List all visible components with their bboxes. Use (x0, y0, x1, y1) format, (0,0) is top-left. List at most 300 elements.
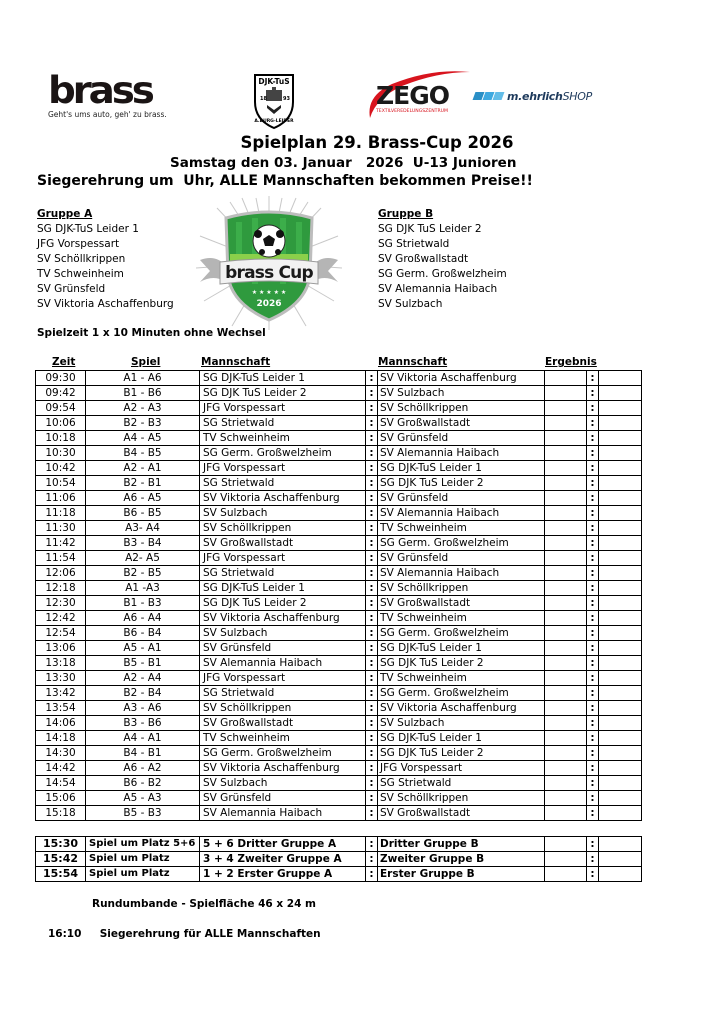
away-team: SV Viktoria Aschaffenburg (378, 701, 545, 716)
result-home-field[interactable] (545, 506, 587, 521)
group-b (378, 207, 507, 312)
ehrlich-shop-logo (474, 88, 592, 104)
table-row (36, 761, 642, 776)
match-code: B3 - B6 (86, 716, 200, 731)
group-b-team: SV Sulzbach (378, 298, 443, 310)
match-time: 15:06 (36, 791, 86, 806)
match-time: 14:30 (36, 746, 86, 761)
match-code: B2 - B3 (86, 416, 200, 431)
game-duration-note: Spielzeit 1 x 10 Minuten ohne Wechsel (37, 327, 266, 339)
result-home-field[interactable] (545, 852, 587, 867)
result-home-field[interactable] (545, 536, 587, 551)
vs-separator: : (366, 791, 378, 806)
result-home-field[interactable] (545, 686, 587, 701)
match-time: 10:30 (36, 446, 86, 461)
match-time: 12:18 (36, 581, 86, 596)
away-team: SG Germ. Großwelzheim (378, 686, 545, 701)
result-home-field[interactable] (545, 746, 587, 761)
table-row (36, 401, 642, 416)
result-separator: : (587, 701, 599, 716)
result-separator: : (587, 476, 599, 491)
table-row (36, 686, 642, 701)
away-team: SV Großwallstadt (378, 806, 545, 821)
vs-separator: : (366, 521, 378, 536)
match-time: 09:30 (36, 371, 86, 386)
home-team: JFG Vorspessart (200, 461, 366, 476)
result-separator: : (587, 566, 599, 581)
match-time: 15:18 (36, 806, 86, 821)
away-team: Dritter Gruppe B (378, 837, 545, 852)
away-team: SG DJK TuS Leider 2 (378, 656, 545, 671)
match-code: B2 - B4 (86, 686, 200, 701)
home-team: SV Grünsfeld (200, 641, 366, 656)
vs-separator: : (366, 626, 378, 641)
result-home-field[interactable] (545, 761, 587, 776)
result-home-field[interactable] (545, 867, 587, 882)
result-separator: : (587, 852, 599, 867)
home-team: SV Sulzbach (200, 776, 366, 791)
group-a-heading: Gruppe A (37, 208, 93, 220)
home-team: SV Großwallstadt (200, 536, 366, 551)
result-separator: : (587, 596, 599, 611)
result-separator: : (587, 626, 599, 641)
vs-separator: : (366, 686, 378, 701)
home-team: SV Sulzbach (200, 626, 366, 641)
group-match-table (35, 370, 642, 821)
result-away-field[interactable] (599, 761, 642, 776)
table-row (36, 867, 642, 882)
match-time: 12:06 (36, 566, 86, 581)
table-row (36, 371, 642, 386)
match-time: 11:54 (36, 551, 86, 566)
vs-separator: : (366, 806, 378, 821)
home-team: SV Großwallstadt (200, 716, 366, 731)
result-separator: : (587, 746, 599, 761)
match-time: 10:06 (36, 416, 86, 431)
result-home-field[interactable] (545, 716, 587, 731)
result-away-field[interactable] (599, 852, 642, 867)
arena-info: Rundumbande - Spielfläche 46 x 24 m (92, 898, 316, 910)
table-row (36, 611, 642, 626)
result-home-field[interactable] (545, 806, 587, 821)
match-code: B1 - B3 (86, 596, 200, 611)
svg-text:93: 93 (283, 96, 290, 102)
home-team: SG Strietwald (200, 566, 366, 581)
home-team: TV Schweinheim (200, 431, 366, 446)
away-team: SG DJK TuS Leider 2 (378, 746, 545, 761)
table-row (36, 656, 642, 671)
group-b-team: SV Alemannia Haibach (378, 283, 498, 295)
group-b-team: SV Großwallstadt (378, 253, 469, 265)
match-code: B6 - B4 (86, 626, 200, 641)
away-team: SG DJK-TuS Leider 1 (378, 641, 545, 656)
result-separator: : (587, 371, 599, 386)
vs-separator: : (366, 476, 378, 491)
match-code: A4 - A1 (86, 731, 200, 746)
svg-text:★ ★ ★ ★ ★: ★ ★ ★ ★ ★ (251, 289, 287, 296)
result-separator: : (587, 686, 599, 701)
result-away-field[interactable] (599, 791, 642, 806)
result-home-field[interactable] (545, 386, 587, 401)
match-time: 15:30 (36, 837, 86, 852)
result-away-field[interactable] (599, 581, 642, 596)
result-separator: : (587, 551, 599, 566)
result-separator: : (587, 731, 599, 746)
page-title: Spielplan 29. Brass-Cup 2026 (240, 133, 514, 152)
match-code: A2- A5 (86, 551, 200, 566)
table-row (36, 716, 642, 731)
away-team: SV Alemannia Haibach (378, 566, 545, 581)
home-team: JFG Vorspessart (200, 401, 366, 416)
group-a (37, 207, 174, 312)
match-time: 13:54 (36, 701, 86, 716)
match-time: 14:42 (36, 761, 86, 776)
result-away-field[interactable] (599, 506, 642, 521)
match-code: A4 - A5 (86, 431, 200, 446)
group-b-team: SG DJK TuS Leider 2 (378, 223, 482, 235)
table-row (36, 776, 642, 791)
table-row (36, 581, 642, 596)
match-code: A3- A4 (86, 521, 200, 536)
table-row (36, 746, 642, 761)
home-team: SG Strietwald (200, 416, 366, 431)
result-separator: : (587, 431, 599, 446)
vs-separator: : (366, 852, 378, 867)
match-code: B6 - B2 (86, 776, 200, 791)
away-team: SV Großwallstadt (378, 596, 545, 611)
group-a-team: SV Grünsfeld (37, 283, 106, 295)
result-away-field[interactable] (599, 746, 642, 761)
table-row (36, 731, 642, 746)
header-zeit: Zeit (52, 356, 76, 368)
match-time: 13:06 (36, 641, 86, 656)
vs-separator: : (366, 431, 378, 446)
table-row (36, 671, 642, 686)
match-code: B3 - B4 (86, 536, 200, 551)
result-separator: : (587, 521, 599, 536)
away-team: SV Viktoria Aschaffenburg (378, 371, 545, 386)
result-away-field[interactable] (599, 536, 642, 551)
result-away-field[interactable] (599, 386, 642, 401)
result-separator: : (587, 611, 599, 626)
match-time: 14:18 (36, 731, 86, 746)
match-time: 11:18 (36, 506, 86, 521)
match-code: A5 - A3 (86, 791, 200, 806)
match-time: 10:42 (36, 461, 86, 476)
home-team: SG DJK-TuS Leider 1 (200, 581, 366, 596)
table-row (36, 446, 642, 461)
home-team: TV Schweinheim (200, 731, 366, 746)
away-team: TV Schweinheim (378, 611, 545, 626)
result-away-field[interactable] (599, 491, 642, 506)
away-team: SG Germ. Großwelzheim (378, 626, 545, 641)
result-away-field[interactable] (599, 686, 642, 701)
match-code: A5 - A1 (86, 641, 200, 656)
result-home-field[interactable] (545, 446, 587, 461)
result-away-field[interactable] (599, 446, 642, 461)
away-team: Erster Gruppe B (378, 867, 545, 882)
away-team: SV Grünsfeld (378, 551, 545, 566)
result-separator: : (587, 641, 599, 656)
result-home-field[interactable] (545, 551, 587, 566)
svg-text:ZEGO: ZEGO (376, 81, 449, 110)
table-row (36, 701, 642, 716)
vs-separator: : (366, 461, 378, 476)
away-team: TV Schweinheim (378, 671, 545, 686)
result-away-field[interactable] (599, 611, 642, 626)
result-home-field[interactable] (545, 431, 587, 446)
result-away-field[interactable] (599, 716, 642, 731)
cup-logo-text: brass Cup (225, 263, 313, 283)
home-team: JFG Vorspessart (200, 551, 366, 566)
table-row (36, 837, 642, 852)
ceremony-time: 16:10 (48, 928, 82, 940)
result-away-field[interactable] (599, 461, 642, 476)
group-b-team: SG Germ. Großwelzheim (378, 268, 507, 280)
home-team: SG Germ. Großwelzheim (200, 746, 366, 761)
result-separator: : (587, 837, 599, 852)
table-row (36, 431, 642, 446)
result-home-field[interactable] (545, 671, 587, 686)
result-away-field[interactable] (599, 401, 642, 416)
table-row (36, 791, 642, 806)
match-time: 10:18 (36, 431, 86, 446)
result-home-field[interactable] (545, 371, 587, 386)
home-team: SV Schöllkrippen (200, 701, 366, 716)
vs-separator: : (366, 581, 378, 596)
result-home-field[interactable] (545, 476, 587, 491)
ceremony-info (48, 928, 321, 940)
result-separator: : (587, 791, 599, 806)
match-code: A1 - A6 (86, 371, 200, 386)
result-away-field[interactable] (599, 416, 642, 431)
svg-text:TEXTILVEREDELUNGSZENTRUM: TEXTILVEREDELUNGSZENTRUM (376, 109, 448, 114)
table-column-headers (0, 356, 724, 370)
result-away-field[interactable] (599, 731, 642, 746)
result-home-field[interactable] (545, 521, 587, 536)
brass-logo (48, 69, 168, 119)
vs-separator: : (366, 596, 378, 611)
table-row (36, 626, 642, 641)
ceremony-text: Siegerehrung für ALLE Mannschaften (99, 928, 321, 940)
table-row (36, 806, 642, 821)
away-team: Zweiter Gruppe B (378, 852, 545, 867)
away-team: SV Schöllkrippen (378, 581, 545, 596)
vs-separator: : (366, 611, 378, 626)
result-separator: : (587, 656, 599, 671)
result-separator: : (587, 536, 599, 551)
result-away-field[interactable] (599, 626, 642, 641)
result-home-field[interactable] (545, 491, 587, 506)
match-time: 09:42 (36, 386, 86, 401)
result-home-field[interactable] (545, 461, 587, 476)
header-ergebnis: Ergebnis (545, 356, 597, 368)
vs-separator: : (366, 386, 378, 401)
match-code: A3 - A6 (86, 701, 200, 716)
result-home-field[interactable] (545, 791, 587, 806)
match-code: Spiel um Platz (86, 852, 200, 867)
vs-separator: : (366, 701, 378, 716)
match-time: 15:54 (36, 867, 86, 882)
result-separator: : (587, 581, 599, 596)
result-away-field[interactable] (599, 671, 642, 686)
result-home-field[interactable] (545, 701, 587, 716)
award-notice: Siegerehrung um Uhr, ALLE Mannschaften bekommen Preise!! (37, 173, 533, 189)
result-home-field[interactable] (545, 656, 587, 671)
svg-text:18: 18 (260, 96, 267, 102)
result-away-field[interactable] (599, 656, 642, 671)
result-away-field[interactable] (599, 641, 642, 656)
match-time: 14:54 (36, 776, 86, 791)
result-separator: : (587, 416, 599, 431)
result-home-field[interactable] (545, 401, 587, 416)
result-home-field[interactable] (545, 731, 587, 746)
result-separator: : (587, 776, 599, 791)
group-a-team: TV Schweinheim (37, 268, 124, 280)
result-separator: : (587, 401, 599, 416)
home-team: JFG Vorspessart (200, 671, 366, 686)
away-team: SG DJK-TuS Leider 1 (378, 731, 545, 746)
result-separator: : (587, 671, 599, 686)
table-row (36, 386, 642, 401)
result-away-field[interactable] (599, 551, 642, 566)
zego-logo (362, 66, 474, 124)
match-time: 13:18 (36, 656, 86, 671)
svg-text:DJK-TuS: DJK-TuS (258, 77, 290, 86)
away-team: SV Alemannia Haibach (378, 446, 545, 461)
result-away-field[interactable] (599, 867, 642, 882)
match-code: B4 - B1 (86, 746, 200, 761)
table-row (36, 551, 642, 566)
table-row (36, 566, 642, 581)
match-time: 14:06 (36, 716, 86, 731)
match-code: A6 - A5 (86, 491, 200, 506)
home-team: SG Strietwald (200, 476, 366, 491)
result-separator: : (587, 461, 599, 476)
result-away-field[interactable] (599, 806, 642, 821)
vs-separator: : (366, 837, 378, 852)
table-row (36, 476, 642, 491)
match-code: B5 - B1 (86, 656, 200, 671)
vs-separator: : (366, 551, 378, 566)
vs-separator: : (366, 716, 378, 731)
result-away-field[interactable] (599, 701, 642, 716)
home-team: SV Alemannia Haibach (200, 806, 366, 821)
match-time: 13:42 (36, 686, 86, 701)
table-row (36, 852, 642, 867)
away-team: SV Schöllkrippen (378, 791, 545, 806)
result-away-field[interactable] (599, 776, 642, 791)
result-home-field[interactable] (545, 416, 587, 431)
vs-separator: : (366, 867, 378, 882)
away-team: SV Grünsfeld (378, 491, 545, 506)
vs-separator: : (366, 446, 378, 461)
brass-logo-word: brass (48, 69, 152, 112)
result-home-field[interactable] (545, 566, 587, 581)
result-home-field[interactable] (545, 611, 587, 626)
home-team: SG Germ. Großwelzheim (200, 446, 366, 461)
away-team: TV Schweinheim (378, 521, 545, 536)
logo-bar-icon (493, 92, 505, 100)
vs-separator: : (366, 491, 378, 506)
svg-text:2026: 2026 (256, 299, 282, 309)
group-b-heading: Gruppe B (378, 208, 434, 220)
result-away-field[interactable] (599, 596, 642, 611)
vs-separator: : (366, 641, 378, 656)
match-code: B2 - B5 (86, 566, 200, 581)
result-away-field[interactable] (599, 566, 642, 581)
result-away-field[interactable] (599, 431, 642, 446)
table-row (36, 641, 642, 656)
header-spiel: Spiel (131, 356, 161, 368)
group-b-team: SG Strietwald (378, 238, 450, 250)
match-time: 13:30 (36, 671, 86, 686)
table-row (36, 506, 642, 521)
djk-tus-crest-icon (252, 72, 296, 130)
home-team: 5 + 6 Dritter Gruppe A (200, 837, 366, 852)
vs-separator: : (366, 371, 378, 386)
home-team: SG DJK-TuS Leider 1 (200, 371, 366, 386)
result-away-field[interactable] (599, 476, 642, 491)
result-home-field[interactable] (545, 837, 587, 852)
result-separator: : (587, 867, 599, 882)
result-away-field[interactable] (599, 521, 642, 536)
away-team: JFG Vorspessart (378, 761, 545, 776)
result-separator: : (587, 386, 599, 401)
vs-separator: : (366, 656, 378, 671)
result-home-field[interactable] (545, 626, 587, 641)
away-team: SV Sulzbach (378, 716, 545, 731)
group-a-team: SG DJK-TuS Leider 1 (37, 223, 139, 235)
match-code: Spiel um Platz 5+6 (86, 837, 200, 852)
result-home-field[interactable] (545, 641, 587, 656)
brass-logo-tagline: Geht's ums auto, geh' zu brass. (48, 110, 167, 119)
match-code: B2 - B1 (86, 476, 200, 491)
result-home-field[interactable] (545, 596, 587, 611)
result-separator: : (587, 806, 599, 821)
home-team: SG DJK TuS Leider 2 (200, 596, 366, 611)
match-code: A6 - A4 (86, 611, 200, 626)
result-home-field[interactable] (545, 581, 587, 596)
match-time: 11:06 (36, 491, 86, 506)
match-code: A2 - A1 (86, 461, 200, 476)
match-time: 11:30 (36, 521, 86, 536)
vs-separator: : (366, 776, 378, 791)
away-team: SV Großwallstadt (378, 416, 545, 431)
vs-separator: : (366, 536, 378, 551)
vs-separator: : (366, 731, 378, 746)
vs-separator: : (366, 401, 378, 416)
home-team: SG Strietwald (200, 686, 366, 701)
table-row (36, 521, 642, 536)
away-team: SG Germ. Großwelzheim (378, 536, 545, 551)
home-team: SV Alemannia Haibach (200, 656, 366, 671)
result-away-field[interactable] (599, 837, 642, 852)
match-code: B5 - B3 (86, 806, 200, 821)
header-team2: Mannschaft (378, 356, 448, 368)
match-code: B4 - B5 (86, 446, 200, 461)
match-time: 10:54 (36, 476, 86, 491)
placement-match-table (35, 836, 642, 882)
match-time: 12:30 (36, 596, 86, 611)
match-time: 09:54 (36, 401, 86, 416)
match-time: 12:54 (36, 626, 86, 641)
result-home-field[interactable] (545, 776, 587, 791)
svg-text:A.BURG-LEIDER: A.BURG-LEIDER (254, 119, 294, 124)
vs-separator: : (366, 416, 378, 431)
result-away-field[interactable] (599, 371, 642, 386)
vs-separator: : (366, 746, 378, 761)
